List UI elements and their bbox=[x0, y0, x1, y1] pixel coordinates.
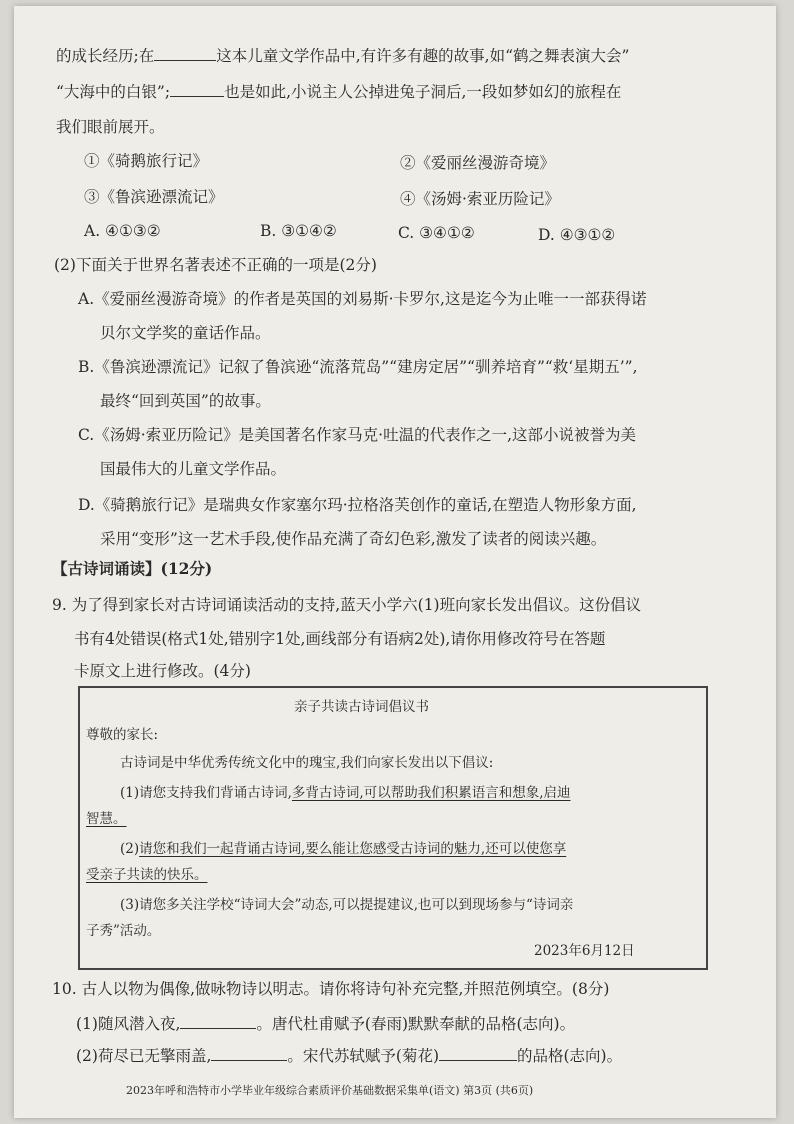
letter-intro: 古诗词是中华优秀传统文化中的瑰宝,我们向家长发出以下倡议: bbox=[120, 755, 494, 771]
letter-text: (1)请您支持我们背诵古诗词, bbox=[120, 785, 292, 801]
underlined-text: 请您和我们一起背诵古诗词,要么能让您感受古诗词的魅力,还可以使您享 bbox=[139, 841, 567, 857]
passage-text: 的成长经历;在 bbox=[56, 47, 155, 65]
letter-p1 bbox=[120, 782, 571, 804]
letter-p2 bbox=[120, 838, 566, 860]
choice-b-line: 最终“回到英国”的故事。 bbox=[100, 392, 271, 410]
q9-line: 卡原文上进行修改。(4分) bbox=[74, 662, 251, 680]
answer-blank[interactable] bbox=[211, 1044, 287, 1061]
choice-a-line: A.《爱丽丝漫游奇境》的作者是英国的刘易斯·卡罗尔,这是迄今为止唯一一部获得诺 bbox=[78, 290, 647, 308]
passage-text: “大海中的白银”; bbox=[56, 83, 171, 101]
option-a[interactable]: A. ④①③② bbox=[84, 222, 161, 240]
letter-p3-cont: 子秀”活动。 bbox=[86, 923, 161, 939]
poem-text: 。宋代苏轼赋予(菊花) bbox=[287, 1047, 439, 1065]
passage-text: 这本儿童文学作品中,有许多有趣的故事,如“鹤之舞表演大会” bbox=[216, 47, 630, 65]
letter-date: 2023年6月12日 bbox=[534, 943, 635, 959]
poem-text: 的品格(志向)。 bbox=[517, 1047, 623, 1065]
passage-text: 也是如此,小说主人公掉进兔子洞后,一段如梦如幻的旅程在 bbox=[224, 83, 622, 101]
poem-text: (1)随风潜入夜, bbox=[76, 1015, 181, 1033]
letter-p1-cont bbox=[86, 808, 127, 830]
underlined-text: 智慧。 bbox=[86, 811, 127, 827]
book-item: ③《鲁滨逊漂流记》 bbox=[84, 188, 224, 206]
q9-line: 9. 为了得到家长对古诗词诵读活动的支持,蓝天小学六(1)班向家长发出倡议。这份倡议 bbox=[52, 596, 642, 614]
answer-blank[interactable] bbox=[154, 44, 216, 61]
poem-text: (2)荷尽已无擎雨盖, bbox=[76, 1047, 212, 1065]
letter-title: 亲子共读古诗词倡议书 bbox=[294, 699, 429, 715]
answer-blank[interactable] bbox=[439, 1044, 517, 1061]
question-stem: (2)下面关于世界名著表述不正确的一项是(2分) bbox=[54, 256, 377, 274]
letter-greeting: 尊敬的家长: bbox=[86, 727, 159, 743]
answer-blank[interactable] bbox=[180, 1012, 256, 1029]
page-footer: 2023年呼和浩特市小学毕业年级综合素质评价基础数据采集单(语文) 第3页 (共6页) bbox=[126, 1084, 534, 1097]
q10-stem: 10. 古人以物为偶像,做咏物诗以明志。请你将诗句补充完整,并照范例填空。(8分) bbox=[52, 980, 610, 998]
section-title: 【古诗词诵读】(12分) bbox=[52, 559, 213, 578]
choice-d-line: 采用“变形”这一艺术手段,使作品充满了奇幻色彩,激发了读者的阅读兴趣。 bbox=[100, 530, 607, 548]
choice-a-line: 贝尔文学奖的童话作品。 bbox=[100, 324, 271, 342]
q9-line: 书有4处错误(格式1处,错别字1处,画线部分有语病2处),请你用修改符号在答题 bbox=[74, 630, 606, 648]
option-c[interactable]: C. ③④①② bbox=[398, 224, 475, 242]
passage-line-2 bbox=[56, 80, 621, 103]
underlined-text: 多背古诗词,可以帮助我们积累语言和想象,启迪 bbox=[291, 785, 571, 801]
answer-blank[interactable] bbox=[170, 80, 224, 97]
exam-page bbox=[14, 6, 776, 1118]
option-d[interactable]: D. ④③①② bbox=[538, 226, 616, 244]
passage-line-3: 我们眼前展开。 bbox=[56, 118, 165, 136]
q10-row-2 bbox=[76, 1044, 622, 1067]
poem-text: 。唐代杜甫赋予(春雨)默默奉献的品格(志向)。 bbox=[256, 1015, 576, 1033]
letter-text: (2) bbox=[120, 841, 140, 857]
book-item: ④《汤姆·索亚历险记》 bbox=[400, 190, 560, 208]
choice-d-line: D.《骑鹅旅行记》是瑞典女作家塞尔玛·拉格洛芙创作的童话,在塑造人物形象方面, bbox=[78, 496, 637, 514]
letter-p2-cont bbox=[86, 864, 208, 886]
choice-c-line: C.《汤姆·索亚历险记》是美国著名作家马克·吐温的代表作之一,这部小说被誉为美 bbox=[78, 426, 637, 444]
book-item: ②《爱丽丝漫游奇境》 bbox=[400, 154, 556, 172]
proposal-letter-box bbox=[78, 686, 708, 970]
choice-c-line: 国最伟大的儿童文学作品。 bbox=[100, 460, 287, 478]
option-b[interactable]: B. ③①④② bbox=[260, 222, 337, 240]
passage-line-1 bbox=[56, 44, 629, 67]
book-item: ①《骑鹅旅行记》 bbox=[84, 152, 209, 170]
letter-p3: (3)请您多关注学校“诗词大会”动态,可以提提建议,也可以到现场参与“诗词亲 bbox=[120, 897, 574, 913]
choice-b-line: B.《鲁滨逊漂流记》记叙了鲁滨逊“流落荒岛”“建房定居”“驯养培育”“救‘星期五’”, bbox=[78, 358, 638, 376]
underlined-text: 受亲子共读的快乐。 bbox=[86, 867, 208, 883]
q10-row-1 bbox=[76, 1012, 575, 1035]
